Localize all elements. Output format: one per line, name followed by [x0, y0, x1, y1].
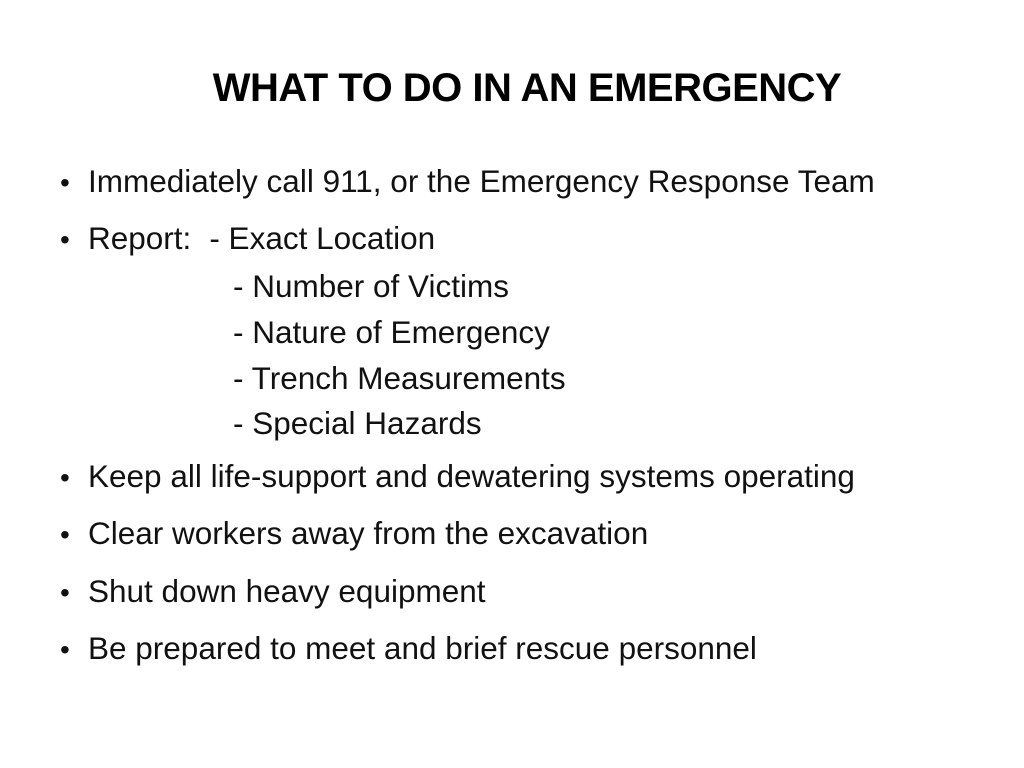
- bullet-text: Keep all life-support and dewatering systems operating: [88, 458, 855, 494]
- report-item-number-of-victims: - Number of Victims: [233, 268, 509, 304]
- bullet-text: Be prepared to meet and brief rescue personnel: [88, 630, 757, 666]
- report-item-trench-measurements: - Trench Measurements: [233, 360, 566, 396]
- bullet-shut-down-equipment: [60, 571, 486, 613]
- bullet-text: Immediately call 911, or the Emergency Response Team: [88, 163, 875, 199]
- bullet-icon: •: [60, 224, 70, 255]
- bullet-report: [60, 218, 435, 260]
- bullet-clear-workers: [60, 513, 648, 555]
- bullet-icon: •: [60, 634, 70, 665]
- report-label: Report:: [88, 220, 192, 256]
- bullet-text: Clear workers away from the excavation: [88, 515, 649, 551]
- report-item-special-hazards: - Special Hazards: [233, 405, 482, 441]
- report-item-exact-location: - Exact Location: [209, 220, 436, 256]
- slide-title: WHAT TO DO IN AN EMERGENCY: [212, 66, 842, 110]
- bullet-icon: •: [60, 577, 70, 608]
- bullet-icon: •: [60, 167, 70, 198]
- bullet-brief-rescue: [60, 628, 757, 670]
- bullet-keep-systems-operating: [60, 456, 855, 498]
- bullet-icon: •: [60, 462, 70, 493]
- bullet-icon: •: [60, 519, 70, 550]
- report-item-nature-of-emergency: - Nature of Emergency: [233, 314, 550, 350]
- bullet-call-911: [60, 161, 875, 203]
- bullet-text: Shut down heavy equipment: [88, 573, 486, 609]
